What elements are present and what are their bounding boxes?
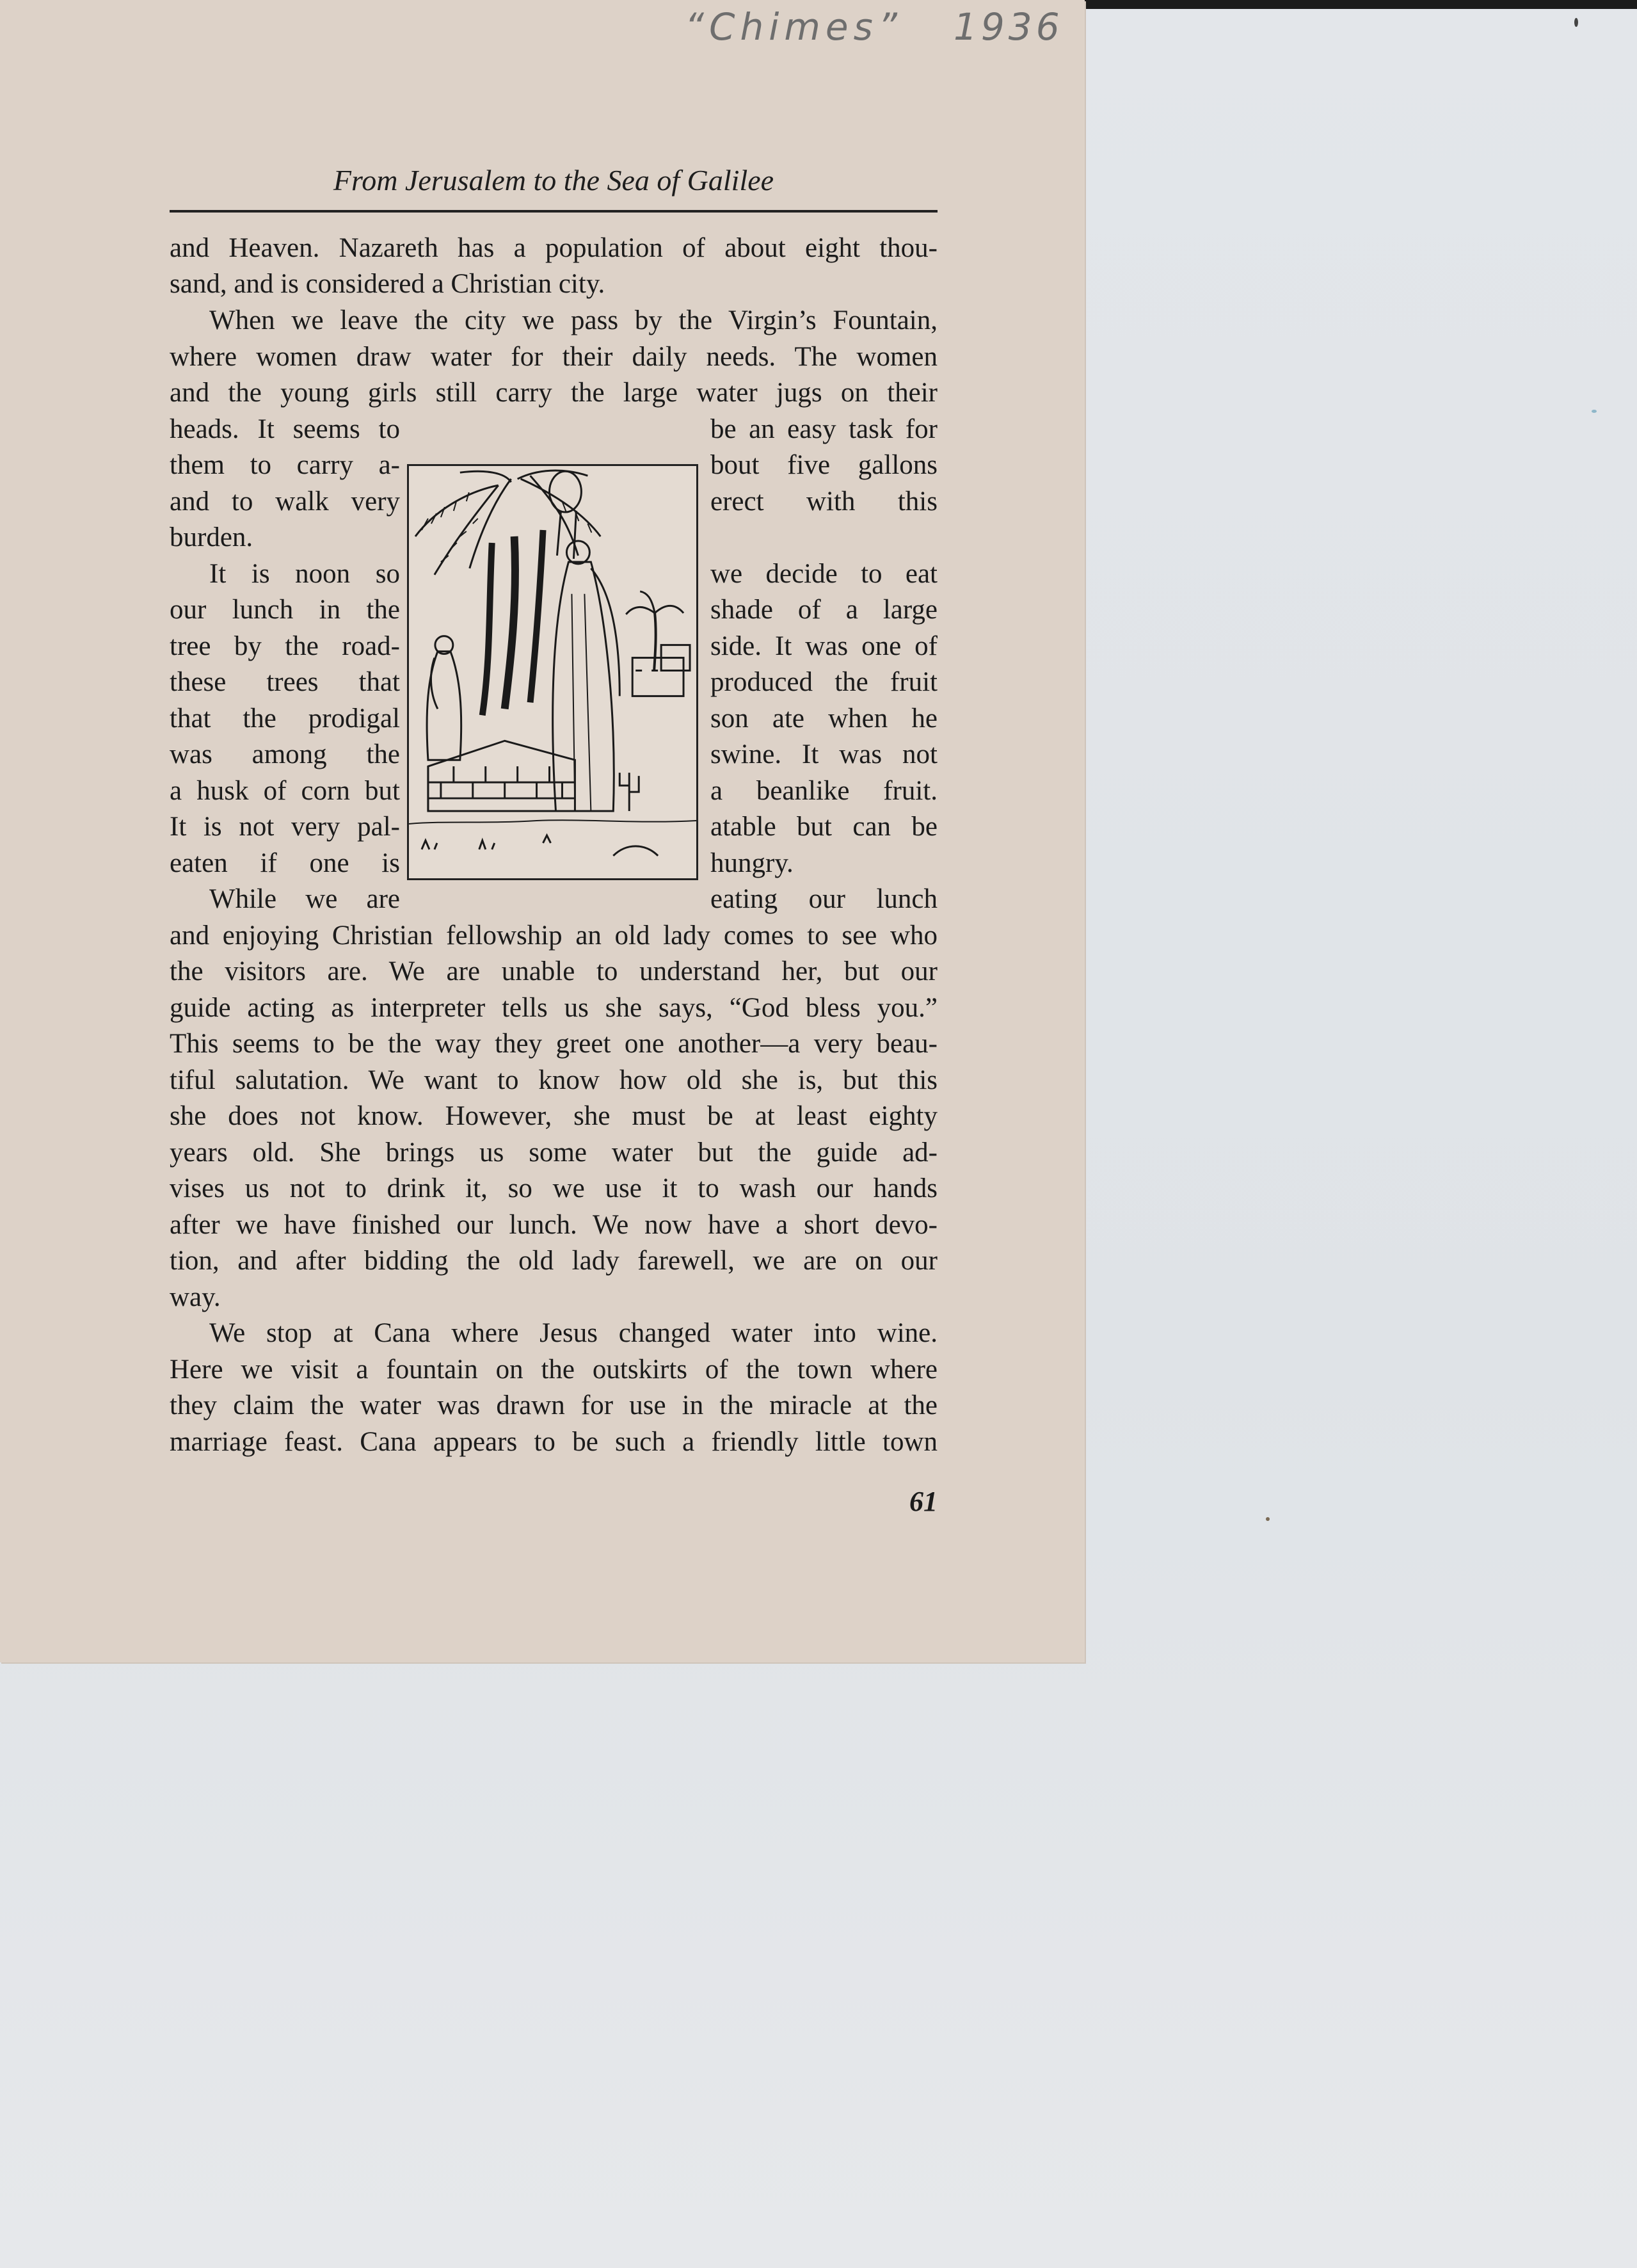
text-line: where women draw water for their daily needs. The women [170, 342, 938, 372]
text-line: and Heaven. Nazareth has a population of about eight thou- [170, 233, 938, 263]
text-line: she does not know. However, she must be at least eighty [170, 1101, 938, 1131]
woodcut-illustration [407, 464, 698, 880]
header-rule [170, 210, 938, 213]
speck [1592, 410, 1597, 413]
text-line-left: burden. [170, 522, 253, 552]
text-line-left: was among the [170, 739, 400, 769]
book-page [0, 0, 1085, 1662]
text-line-right: side. It was one of [710, 631, 938, 661]
handwritten-note-year: 1936 [954, 5, 1064, 49]
text-line-right: erect with this [710, 487, 938, 517]
text-line: vises us not to drink it, so we use it to wash our hands [170, 1173, 938, 1203]
text-line-right: be an easy task for [710, 414, 938, 444]
text-line: We stop at Cana where Jesus changed water into wine. [209, 1318, 938, 1348]
running-head: From Jerusalem to the Sea of Galilee [333, 164, 774, 197]
text-line-right: son ate when he [710, 704, 938, 734]
text-line-left: tree by the road- [170, 631, 400, 661]
text-line-left: eaten if one is [170, 848, 400, 878]
text-line-right: produced the fruit [710, 667, 938, 697]
text-line-right: hungry. [710, 848, 794, 878]
text-line-left: a husk of corn but [170, 776, 400, 806]
text-line: tiful salutation. We want to know how old she is, but this [170, 1065, 938, 1095]
text-line-right: we decide to eat [710, 559, 938, 589]
text-line: guide acting as interpreter tells us she says, “God bless you.” [170, 993, 938, 1023]
text-line-right: swine. It was not [710, 739, 938, 769]
speck [1266, 1517, 1270, 1521]
text-line: Here we visit a fountain on the outskirts of the town where [170, 1355, 938, 1385]
text-line-left: these trees that [170, 667, 400, 697]
text-line: tion, and after bidding the old lady farewell, we are on our [170, 1246, 938, 1276]
text-line-left: that the prodigal [170, 704, 400, 734]
text-line: When we leave the city we pass by the Virgin’s Fountain, [209, 305, 938, 335]
text-line-right: a beanlike fruit. [710, 776, 938, 806]
scanner-edge-strip [1085, 0, 1637, 9]
text-line: years old. She brings us some water but the guide ad- [170, 1138, 938, 1168]
text-line-left: and to walk very [170, 487, 400, 517]
text-line-left: While we are [209, 884, 400, 914]
text-line-right: atable but can be [710, 812, 938, 842]
text-line: after we have finished our lunch. We now have a short devo- [170, 1210, 938, 1240]
speck [1574, 18, 1578, 27]
text-line: This seems to be the way they greet one another—a very beau- [170, 1029, 938, 1059]
text-line-right: shade of a large [710, 595, 938, 625]
page-number: 61 [909, 1486, 938, 1517]
text-line: the visitors are. We are unable to understand her, but our [170, 956, 938, 986]
illustration-svg [409, 466, 696, 878]
handwritten-note-title: “Chimes” [685, 5, 902, 49]
text-line: they claim the water was drawn for use in the miracle at the [170, 1390, 938, 1420]
text-line-left: It is not very pal- [170, 812, 400, 842]
text-line-left: them to carry a- [170, 450, 400, 480]
text-line-right: eating our lunch [710, 884, 938, 914]
text-line: and the young girls still carry the large water jugs on their [170, 378, 938, 408]
text-line-left: heads. It seems to [170, 414, 400, 444]
text-line: and enjoying Christian fellowship an old lady comes to see who [170, 921, 938, 951]
text-line: sand, and is considered a Christian city. [170, 269, 605, 299]
text-line: way. [170, 1282, 221, 1312]
text-line-left: our lunch in the [170, 595, 400, 625]
text-line-right: bout five gallons [710, 450, 938, 480]
text-line: marriage feast. Cana appears to be such a friendly little town [170, 1427, 938, 1457]
text-line-left: It is noon so [209, 559, 400, 589]
